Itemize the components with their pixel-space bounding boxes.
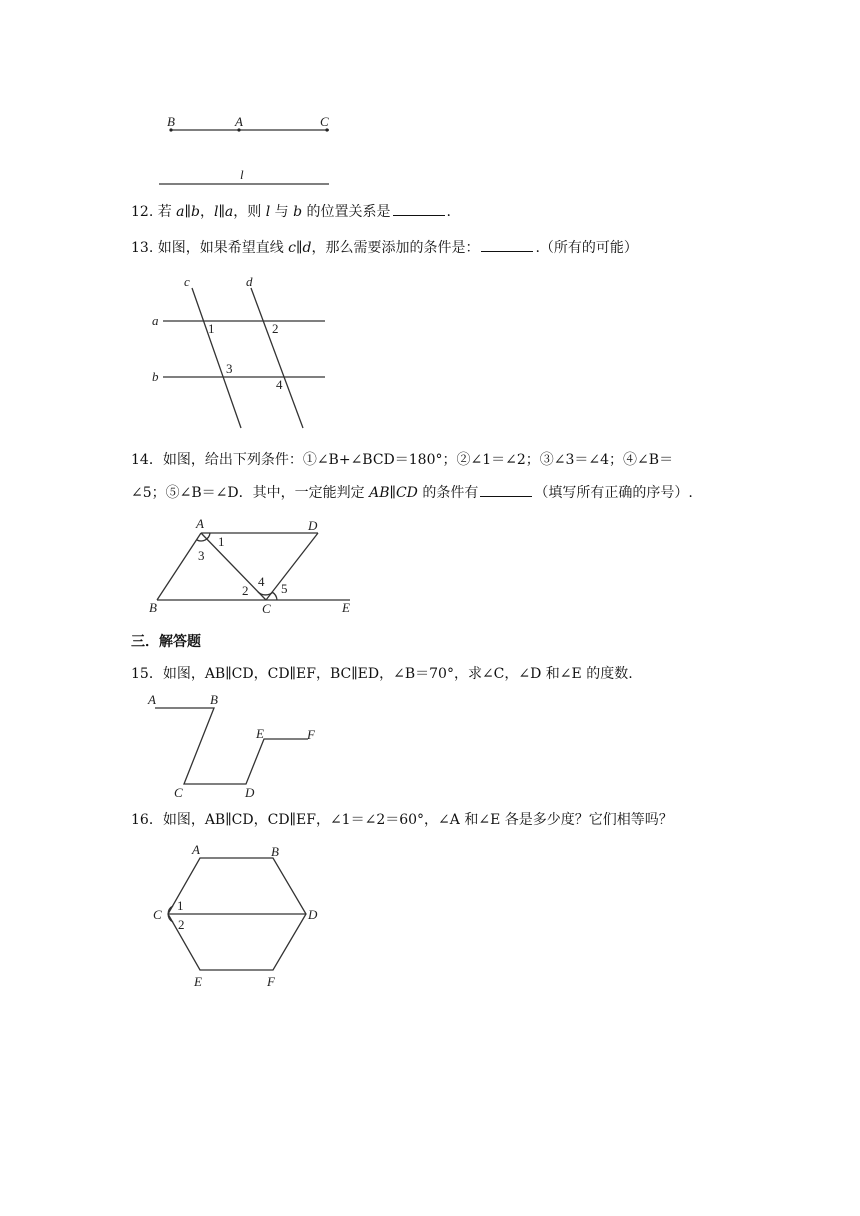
segment-ac [201,533,266,600]
label-c: C [320,114,329,129]
figure-13 [145,270,345,435]
label-1: 1 [218,534,225,549]
line-c [192,288,241,428]
figure-line-l [150,108,350,190]
label-4: 4 [258,574,265,589]
label-2: 2 [272,321,279,336]
label-e: E [342,600,350,615]
question-16: 16．如图，AB∥CD，CD∥EF，∠1＝∠2＝60°，∠A 和∠E 各是多少度？它们相等吗？ [131,812,673,828]
answer-blank-14[interactable] [480,482,532,497]
label-2: 2 [242,583,249,598]
label-a: A [148,692,156,707]
section-heading: 三．解答题 [131,634,201,650]
label-3: 3 [198,548,205,563]
label-a: a [152,313,159,328]
question-13: 13. 如图，如果希望直线 c∥d，那么需要添加的条件是： .（所有的可能） [131,237,638,258]
label-e: E [256,726,264,741]
label-a: A [196,516,204,531]
label-b: B [271,844,279,859]
label-d: D [308,518,318,533]
figure-14 [140,512,365,620]
answer-blank-13[interactable] [481,237,533,252]
label-3: 3 [226,361,233,376]
label-4: 4 [276,377,283,392]
label-l: l [240,167,244,182]
label-d: d [246,274,253,289]
label-c: C [153,907,162,922]
answer-blank-12[interactable] [393,201,445,216]
question-12: 12. 若 a∥b，l∥a，则 l 与 b 的位置关系是 . [131,201,451,222]
label-a: A [235,114,243,129]
label-b: B [149,600,157,615]
question-14-line-2: ∠5；⑤∠B＝∠D．其中，一定能判定 AB∥CD 的条件有 （填写所有正确的序号）. [131,482,693,503]
label-e: E [194,974,202,989]
label-c: c [184,274,190,289]
line-d [251,288,303,428]
label-b: b [152,369,159,384]
label-2: 2 [178,917,185,932]
segment-cd [266,533,318,600]
label-b: B [167,114,175,129]
label-1: 1 [177,898,184,913]
figure-16 [145,838,335,993]
label-c: C [262,601,271,616]
question-14-line-1: 14．如图，给出下列条件：①∠B+∠BCD＝180°；②∠1＝∠2；③∠3＝∠4；④∠B＝ [131,452,674,468]
label-d: D [308,907,318,922]
label-c: C [174,785,183,800]
label-f: F [267,974,275,989]
label-a: A [192,842,200,857]
figure-15 [140,688,340,803]
label-f: F [307,727,315,742]
question-15: 15．如图，AB∥CD，CD∥EF，BC∥ED，∠B＝70°，求∠C，∠D 和∠E 的度数. [131,666,633,682]
segment-ab [157,533,201,600]
label-1: 1 [208,321,215,336]
label-5: 5 [281,581,288,596]
label-b: B [210,692,218,707]
label-d: D [245,785,255,800]
angle-arc-c-5 [272,592,277,600]
zigzag-abcdef [155,708,308,784]
